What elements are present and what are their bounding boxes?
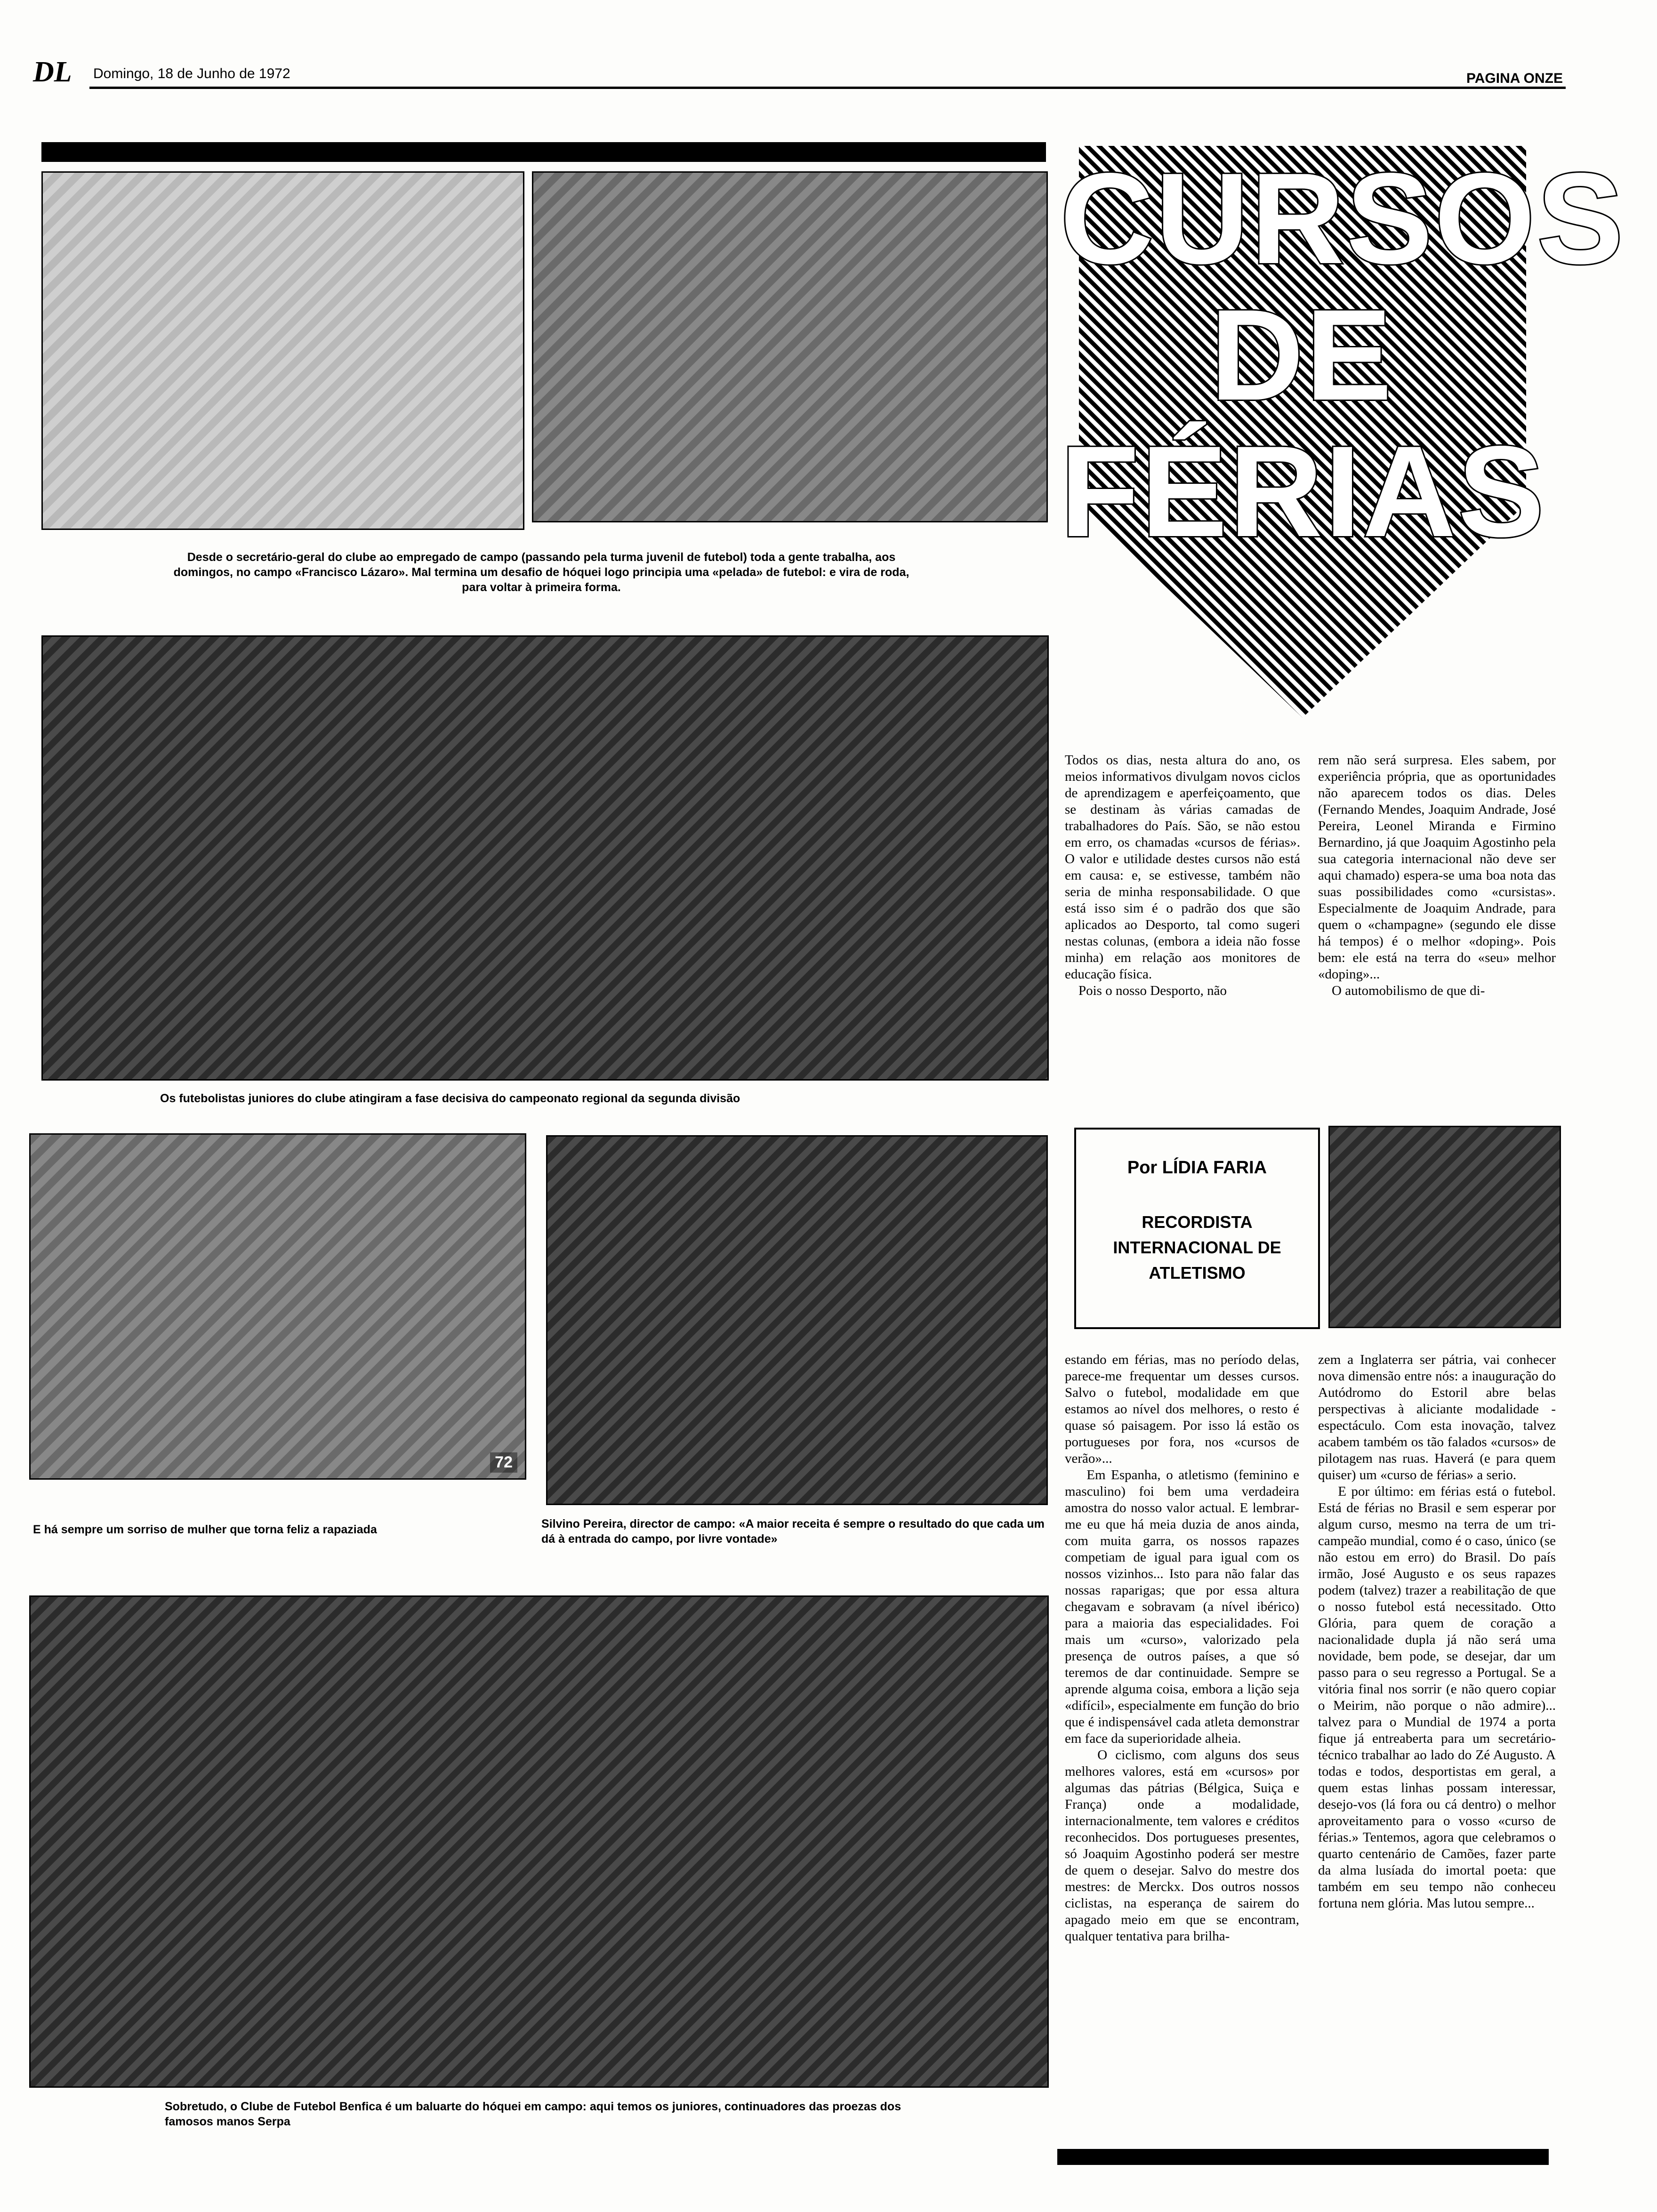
photo-groundsmen (41, 171, 524, 530)
caption-junior-team: Os futebolistas juniores do clube atingiram a fase decisiva do campeonato regional da segunda divisão (160, 1092, 740, 1105)
newspaper-logo: DL (33, 56, 72, 88)
photo-hockey-group (29, 1133, 526, 1480)
caption-hockey-group: E há sempre um sorriso de mulher que torna feliz a rapaziada (33, 1523, 377, 1536)
article-col-1: Todos os dias, nesta altura do ano, os meios informativos divulgam novos ciclos de aprendizagem e aperfeiçoamento, que se destinam às várias camadas de trabalhadores do País. São, se não estou em erro, os chamadas «cursos de férias». O valor e utilidade destes cursos não está em causa: e, se estivesse, também não seria de minha responsabilidade. O que está isso sim é o padrão dos que são aplicados ao Desporto, tal como sugeri nestas colunas, (embora a ideia não fosse minha) em relação aos monitores de educação física. Pois o nosso Desporto, não (1065, 753, 1300, 998)
article-col-4: zem a Inglaterra ser pátria, vai conhecer nova dimensão entre nós: a inauguração do Autódromo do Estoril abre belas perspectivas à aliciante modalidade - espectáculo. Com esta inovação, talvez acabem também os tão falados «cursos» de pilotagem nas ruas. Haverá (e para quem quiser) um «curso de férias» a serio. E por último: em férias está o futebol. Está de férias no Brasil e sem esperar por algum curso, mesmo na terra de um tri-campeão mundial, como é o caso, único (se não estou em erro) do Brasil. Do país irmão, José Augusto e os seus rapazes podem (talvez) trazer a reabilitação de que o nosso futebol está necessitado. Otto Glória, para quem de coração a nacionalidade dupla já não será uma novidade, bem pode, se desejar, dar um passo para o seu regresso a Portugal. Se a vitória final nos sorrir (e não quero copiar o Meirim, não porque o não admire)... talvez para o Mundial de 1974 a porta fique já entreaberta para um secretário-técnico trabalhar ao lado do Zé Augusto. A todas e todos, desportistas em geral, a quem estas linhas possam interessar, desejo-vos (lá fora ou cá dentro) o melhor aproveitamento para o vosso «curso de férias.» Tentemos, agora que celebramos o quarto centenário de Camões, fazer parte da alma lusíada do imortal poeta: que também em seu tempo não conheceu fortuna nem glória. Mas lutou sempre... (1318, 1352, 1556, 1911)
photo-silvino-pereira (546, 1135, 1048, 1505)
photo-junior-team (41, 635, 1049, 1081)
caption-hockey-juniors: Sobretudo, o Clube de Futebol Benfica é um baluarte do hóquei em campo: aqui temos os juniores, continuadores das proezas dos famosos manos Serpa (165, 2100, 901, 2128)
byline-box (1074, 1128, 1320, 1329)
photo-youth-football (532, 171, 1048, 522)
article-col-3: estando em férias, mas no período delas, parece-me frequentar um desses cursos. Salvo o futebol, modalidade em que estamos ao nível dos melhores, o resto é quase só paisagem. Por isso lá estão os portugueses por fora, nos «cursos de verão»... Em Espanha, o atletismo (feminino e masculino) foi bem uma verdadeira amostra do nosso valor actual. E lembrar-me eu que há meia duzia de anos ainda, com muita garra, os nossos rapazes competiam de igual para igual com os nossos vizinhos... Isto para não falar das nossas raparigas; que por essa altura chegavam e sobravam (a nível ibérico) para a maioria das especialidades. Foi mais um «curso», valorizado pela presença de outros países, a que só teremos de dar continuidade. Sempre se aprende alguma coisa, embora a lição seja «difícil», especialmente em função do brio que é indispensável cada atleta demonstrar em face da superioridade alheia. O ciclismo, com alguns dos seus melhores valores, está em «cursos» por algumas das pátrias (Bélgica, Suiça e França) onde a modalidade, internacionalmente, tem valores e créditos reconhecidos. Dos portugueses presentes, só Joaquim Agostinho poderá ser mestre de quem o desejar. Salvo do mestre dos mestres: de Merckx. Dos outros nossos ciclistas, na esperança de sairem do apagado meio em que se encontram, qualquer tentativa para brilha- (1065, 1352, 1300, 1944)
section-bar (41, 142, 1046, 162)
caption-silvino-pereira: Silvino Pereira, director de campo: «A maior receita é sempre o resultado do que cada um dá à entrada do campo, por livre vontade» (541, 1517, 1045, 1546)
end-bar (1057, 2149, 1549, 2165)
byline-role: RECORDISTA INTERNACIONAL DE ATLETISMO (1113, 1212, 1281, 1282)
title-line-3: FÉRIAS (1060, 419, 1546, 564)
photo-tag: 72 (490, 1452, 517, 1473)
author-portrait (1328, 1126, 1561, 1328)
byline-author: Por LÍDIA FARIA (1127, 1158, 1267, 1178)
article-col-2: rem não será surpresa. Eles sabem, por experiência própria, que as oportunidades não aparecem todos os dias. Deles (Fernando Mendes, Joaquim Andrade, José Pereira, Leonel Miranda e Firmino Bernardino, já que Joaquim Agostinho pela sua categoria internacional não deve ser aqui chamado) espera-se uma boa nota das suas possibilidades como «cursistas». Especialmente de Joaquim Andrade, para quem o «champagne» (segundo ele disse há tempos) é o melhor «doping». Pois bem: ele está na terra do «seu» melhor «doping»... O automobilismo de que di- (1318, 753, 1556, 998)
issue-date: Domingo, 18 de Junho de 1972 (93, 66, 290, 81)
page-number: PAGINA ONZE (1466, 71, 1563, 86)
masthead-rule (89, 87, 1566, 89)
photo-hockey-juniors (29, 1595, 1049, 2088)
title-block (1060, 146, 1625, 720)
title-line-1: CURSOS (1060, 146, 1625, 291)
title-line-2: DE (1210, 283, 1394, 427)
caption-groundsmen: Desde o secretário-geral do clube ao empregado de campo (passando pela turma juvenil de futebol) toda a gente trabalha, aos domingos, no campo «Francisco Lázaro». Mal termina um desafio de hóquei logo principia uma «pelada» de futebol: e vira de roda, para voltar à primeira forma. (173, 551, 909, 594)
